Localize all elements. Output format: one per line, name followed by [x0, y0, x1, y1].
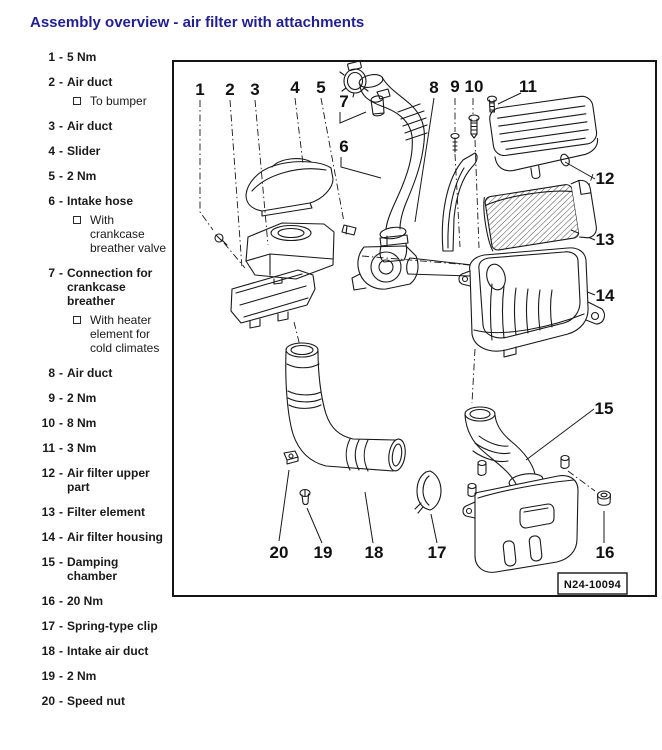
separator: - [59, 619, 63, 633]
separator: - [59, 416, 63, 430]
parts-list-item [30, 50, 172, 64]
separator: - [59, 366, 63, 380]
part-number: 7 [48, 266, 55, 280]
diagram-frame [172, 60, 657, 597]
slider-drawing [246, 159, 333, 216]
part-number: 20 [41, 694, 55, 708]
page-title: Assembly overview - air filter with attachments [30, 14, 365, 31]
separator: - [59, 75, 63, 89]
callout-number: 14 [595, 286, 615, 305]
part-label: Air duct [67, 119, 113, 133]
separator: - [59, 669, 63, 683]
parts-list-item [30, 694, 172, 708]
part-label: 3 Nm [67, 441, 97, 455]
part-label: 2 Nm [67, 391, 97, 405]
part-label: 5 Nm [67, 50, 97, 64]
callout-number: 13 [595, 230, 615, 249]
parts-list-item [30, 619, 172, 633]
part-subnote: With heater element for cold climates [73, 313, 172, 355]
parts-list-item [30, 144, 172, 158]
separator: - [59, 391, 63, 405]
clip-5 [342, 225, 356, 235]
part-label: Connection for crankcase breather [67, 266, 153, 308]
assembly-diagram [174, 62, 655, 595]
part-label: Air duct [67, 366, 113, 380]
part-number: 19 [41, 669, 55, 683]
part-number: 10 [41, 416, 55, 430]
separator: - [59, 644, 63, 658]
speed-nut-20 [284, 451, 298, 464]
part-number: 14 [41, 530, 55, 544]
separator: - [59, 144, 63, 158]
parts-list [30, 50, 172, 719]
part-number: 2 [48, 75, 55, 89]
callout-number: 1 [195, 80, 205, 99]
callout-number: 20 [269, 543, 289, 562]
separator: - [59, 194, 63, 208]
damping-chamber-drawing [463, 407, 578, 572]
part-label: Spring-type clip [67, 619, 158, 633]
filter-element-drawing [481, 179, 598, 253]
part-number: 11 [42, 441, 55, 455]
parts-list-item [30, 391, 172, 405]
part-label: 20 Nm [67, 594, 104, 608]
screw-9 [451, 134, 459, 153]
figure-number-text: N24-10094 [563, 579, 622, 591]
square-bullet-icon [73, 216, 81, 224]
parts-list-item [30, 441, 172, 455]
part-label: Intake hose [67, 194, 134, 208]
part-label: Damping chamber [67, 555, 119, 583]
separator: - [59, 594, 63, 608]
square-bullet-icon [73, 316, 81, 324]
nut-16 [598, 491, 611, 505]
parts-list-item [30, 75, 172, 108]
parts-list-item [30, 194, 172, 255]
parts-list-item [30, 466, 172, 494]
callout-number: 9 [450, 77, 460, 96]
part-label: 2 Nm [67, 669, 97, 683]
part-number: 18 [41, 644, 55, 658]
parts-list-item [30, 505, 172, 519]
separator: - [59, 466, 63, 480]
parts-list-item [30, 169, 172, 183]
air-filter-upper-part-drawing [488, 95, 601, 184]
separator: - [59, 50, 63, 64]
callout-number: 8 [429, 78, 439, 97]
callout-number: 7 [339, 92, 349, 111]
parts-list-item [30, 119, 172, 133]
callout-number: 4 [290, 78, 300, 97]
part-label: Air duct [67, 75, 113, 89]
callout-number: 11 [519, 77, 537, 96]
parts-list-item [30, 530, 172, 544]
parts-list-item [30, 416, 172, 430]
parts-list-item [30, 669, 172, 683]
part-number: 3 [48, 119, 55, 133]
part-number: 15 [41, 555, 55, 569]
bracket-drawing [442, 153, 477, 251]
separator: - [59, 169, 63, 183]
part-number: 8 [48, 366, 55, 380]
separator: - [59, 266, 63, 280]
separator: - [59, 505, 63, 519]
part-number: 5 [48, 169, 55, 183]
separator: - [59, 555, 63, 569]
square-bullet-icon [73, 97, 81, 105]
callout-number: 12 [595, 169, 615, 188]
separator: - [59, 694, 63, 708]
callout-number: 3 [250, 80, 260, 99]
callout-number: 18 [364, 543, 384, 562]
part-number: 1 [48, 50, 55, 64]
part-subnote: With crankcase breather valve [73, 213, 172, 255]
part-label: 2 Nm [67, 169, 97, 183]
figure-number-label [558, 573, 627, 594]
part-number: 12 [41, 466, 55, 480]
callout-number: 2 [225, 80, 235, 99]
part-label: Air filter upper part [67, 466, 150, 494]
screw-10 [469, 115, 479, 138]
parts-list-item [30, 266, 172, 355]
callout-number: 19 [313, 543, 333, 562]
air-duct-2-drawing [231, 270, 315, 328]
separator: - [59, 441, 63, 455]
parts-list-item [30, 555, 172, 583]
air-duct-3-drawing [246, 223, 334, 284]
spring-type-clip-drawing [415, 471, 441, 513]
part-label: 8 Nm [67, 416, 97, 430]
part-number: 6 [48, 194, 55, 208]
callout-number: 5 [316, 78, 326, 97]
separator: - [59, 119, 63, 133]
separator: - [59, 530, 63, 544]
part-label: Air filter housing [67, 530, 163, 544]
part-number: 9 [48, 391, 55, 405]
screw-19 [300, 490, 310, 505]
callout-number: 15 [594, 399, 614, 418]
part-number: 16 [41, 594, 55, 608]
parts-list-item [30, 366, 172, 380]
part-number: 17 [41, 619, 55, 633]
callout-number: 17 [427, 543, 447, 562]
callout-number: 16 [595, 543, 615, 562]
part-label: Intake air duct [67, 644, 149, 658]
parts-list-item [30, 594, 172, 608]
intake-air-duct-drawing [286, 343, 407, 472]
intake-hose-drawing [340, 62, 472, 290]
callout-number: 10 [464, 77, 484, 96]
part-label: Speed nut [67, 694, 126, 708]
part-number: 13 [41, 505, 55, 519]
crankcase-breather-connection-drawing [371, 89, 390, 116]
part-number: 4 [48, 144, 55, 158]
part-label: Slider [67, 144, 101, 158]
screw-1 [215, 234, 227, 245]
part-label: Filter element [67, 505, 146, 519]
air-filter-housing-drawing [459, 248, 604, 357]
callout-number: 6 [339, 137, 349, 156]
parts-list-item [30, 644, 172, 658]
part-subnote: To bumper [73, 94, 172, 108]
